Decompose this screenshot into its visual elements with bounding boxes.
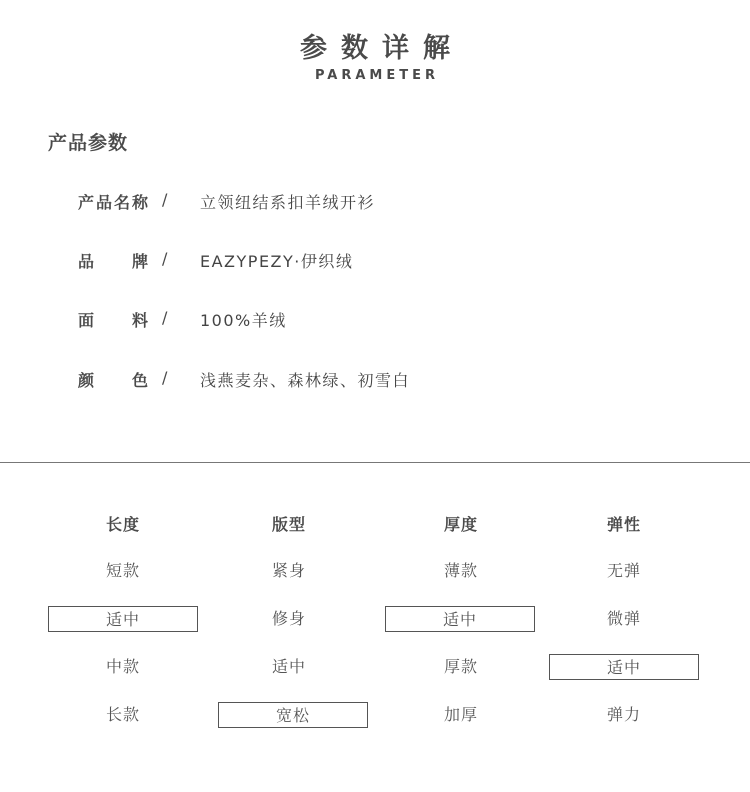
option-length-short: 短款 xyxy=(105,561,140,580)
option-thickness-thick: 厚款 xyxy=(443,657,478,676)
param-separator: / xyxy=(162,190,168,209)
option-elasticity-slight: 微弹 xyxy=(606,609,641,628)
option-thickness-thin: 薄款 xyxy=(443,561,478,580)
option-length-long: 长款 xyxy=(105,705,140,724)
option-thickness-medium-selected: 适中 xyxy=(385,606,535,632)
section-divider xyxy=(0,462,750,463)
option-elasticity-medium-selected: 适中 xyxy=(549,654,699,680)
param-row-fabric xyxy=(0,308,750,332)
param-separator: / xyxy=(162,249,168,268)
param-row-color xyxy=(0,368,750,392)
column-header-length: 长度 xyxy=(105,515,140,534)
param-label: 面料 xyxy=(78,311,148,330)
column-header-thickness: 厚度 xyxy=(443,515,478,534)
param-label: 品牌 xyxy=(78,252,148,271)
page-title: 参数详解 xyxy=(300,33,464,64)
option-length-mid: 中款 xyxy=(105,657,140,676)
param-label: 产品名称 xyxy=(78,193,148,212)
option-fit-regular: 适中 xyxy=(271,657,306,676)
param-separator: / xyxy=(162,368,168,387)
param-row-name xyxy=(0,190,750,214)
option-thickness-extra: 加厚 xyxy=(443,705,478,724)
param-separator: / xyxy=(162,308,168,327)
column-header-fit: 版型 xyxy=(271,515,306,534)
option-fit-slim: 修身 xyxy=(271,609,306,628)
option-fit-loose-selected: 宽松 xyxy=(218,702,368,728)
param-value: EAZYPEZY·伊织绒 xyxy=(200,252,354,271)
page-subtitle: PARAMETER xyxy=(314,68,440,83)
param-value: 浅燕麦杂、森林绿、初雪白 xyxy=(200,371,411,390)
section-heading: 产品参数 xyxy=(48,132,129,154)
param-value: 立领纽结系扣羊绒开衫 xyxy=(200,193,376,212)
column-header-elasticity: 弹性 xyxy=(606,515,641,534)
param-row-brand xyxy=(0,249,750,273)
option-elasticity-stretch: 弹力 xyxy=(606,705,641,724)
option-elasticity-none: 无弹 xyxy=(606,561,641,580)
option-fit-tight: 紧身 xyxy=(271,561,306,580)
param-value: 100%羊绒 xyxy=(200,311,287,330)
option-length-medium-selected: 适中 xyxy=(48,606,198,632)
param-label: 颜色 xyxy=(78,371,148,390)
